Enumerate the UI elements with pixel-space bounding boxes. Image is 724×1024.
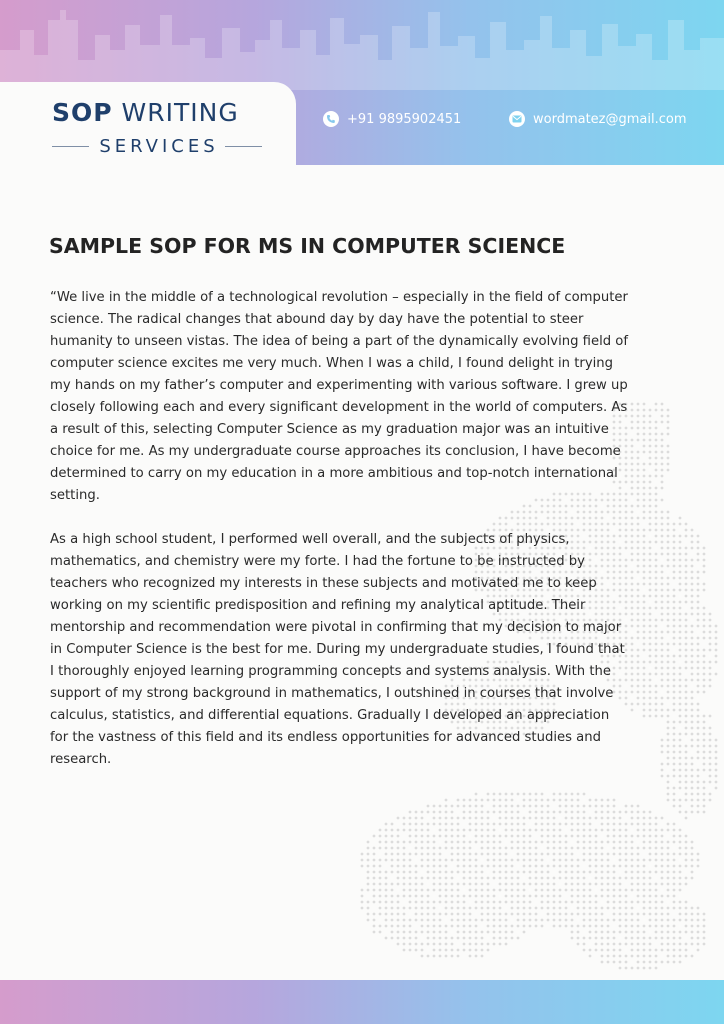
email-address: wordmatez@gmail.com <box>533 111 687 127</box>
phone-number: +91 9895902451 <box>347 111 462 127</box>
city-skyline-decoration <box>0 0 724 90</box>
mail-icon <box>509 111 525 127</box>
logo-rule-left <box>52 146 89 147</box>
paragraph-2: As a high school student, I performed well overall, and the subjects of physics, mathematics, and chemistry were my forte. I had the fortune to be instructed by teachers who recognized my interests in these subjects and motivated me to keep working on my scientific predisposition and refining my analytical aptitude. Their mentorship and recommendation were pivotal in confirming that my decision to major in Computer Science is the best for me. During my undergraduate studies, I found that I thoroughly enjoyed learning programming concepts and systems analysis. With the support of my strong background in mathematics, I outshined in courses that involve calculus, statistics, and differential equations. Gradually I developed an appreciation for the vastness of this field and its endless opportunities for advanced studies and research. <box>50 532 625 767</box>
logo-rule-right <box>225 146 262 147</box>
phone-icon <box>323 111 339 127</box>
email-contact[interactable] <box>509 111 687 127</box>
document-title: SAMPLE SOP FOR MS IN COMPUTER SCIENCE <box>49 234 566 258</box>
logo-services: SERVICES <box>99 135 219 157</box>
logo-writing: WRITING <box>121 98 239 127</box>
logo-wordmark <box>52 98 262 127</box>
logo-sop: SOP <box>52 98 113 127</box>
phone-contact[interactable] <box>323 111 461 127</box>
logo-subline <box>52 134 262 158</box>
paragraph-1: “We live in the middle of a technological revolution – especially in the field of computer science. The radical changes that abound day by day have the potential to steer humanity to unseen vistas. The idea of being a part of the dynamically evolving field of computer science excites me very much. When I was a child, I found delight in trying my hands on my father’s computer and experimenting with various software. I grew up closely following each and every significant development in the world of computers. As a result of this, selecting Computer Science as my graduation major was an intuitive choice for me. As my undergraduate course approaches its conclusion, I have become determined to carry on my education in a more ambitious and top-notch international setting. <box>50 290 629 503</box>
footer-banner <box>0 980 724 1024</box>
